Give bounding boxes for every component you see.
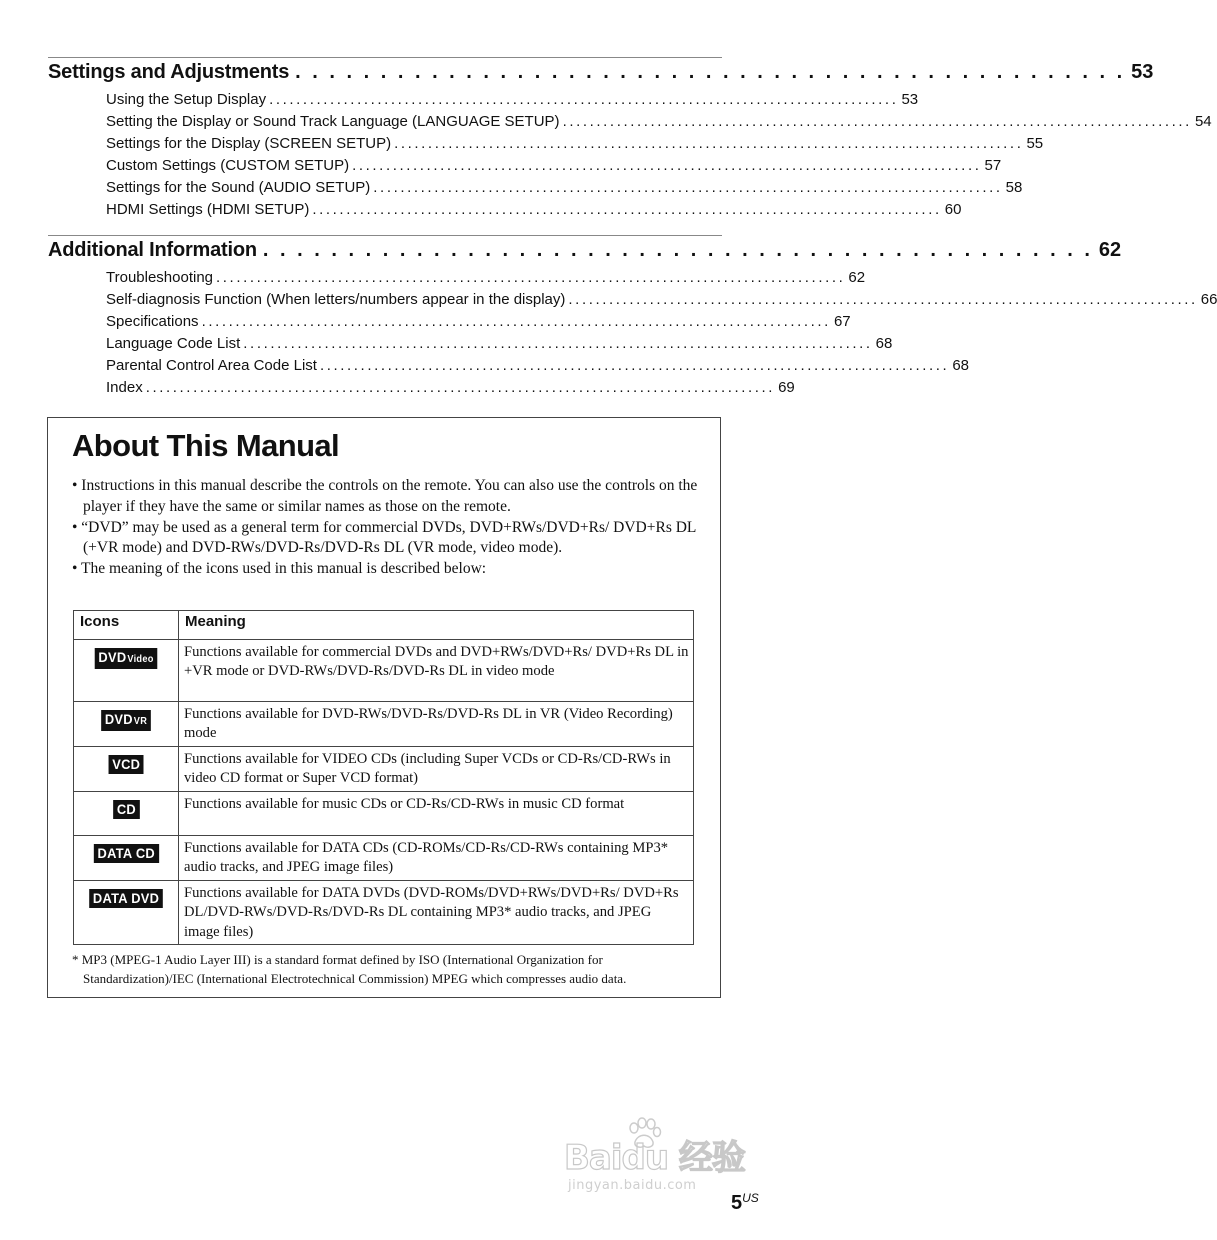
toc-entry-page: 66	[1200, 291, 1217, 308]
toc-section-settings	[48, 57, 1212, 223]
leader-dots: .............................................................................................	[319, 357, 950, 374]
toc-entry	[106, 379, 795, 401]
toc-entry-title: Index	[106, 379, 143, 396]
page-number-value: 5	[731, 1192, 743, 1214]
toc-entry	[106, 179, 1023, 201]
dvd-vr-icon	[101, 710, 151, 731]
dvd-video-icon	[95, 648, 158, 669]
toc-entry	[106, 335, 893, 357]
leader-dots: .............................................................................................	[269, 91, 899, 108]
toc-entry-page: 57	[984, 157, 1002, 174]
toc-entry-title: Troubleshooting	[106, 269, 214, 286]
toc-entry-title: Using the Setup Display	[106, 91, 267, 108]
toc-heading-page: 62	[1098, 239, 1122, 261]
meaning-cell: Functions available for music CDs or CD-Rs/CD-RWs in music CD format	[179, 792, 694, 836]
table-row	[74, 747, 694, 792]
leader-dots: .............................................................................................	[243, 335, 873, 352]
data-cd-icon: DATA CD	[94, 844, 159, 863]
table-row	[74, 881, 694, 945]
leader-dots: .............................................................................................	[352, 157, 982, 174]
leader-dots: .............................................................................................	[394, 135, 1024, 152]
table-row	[74, 702, 694, 747]
page-number	[731, 1192, 759, 1215]
meaning-cell: Functions available for DVD-RWs/DVD-Rs/DVD-Rs DL in VR (Video Recording) mode	[179, 702, 694, 747]
meaning-cell: Functions available for commercial DVDs and DVD+RWs/DVD+Rs/ DVD+Rs DL in +VR mode or DVD-RWs/DVD-Rs/DVD-Rs DL in video mode	[179, 640, 694, 702]
icon-sublabel: VR	[133, 716, 148, 727]
toc-entry-page: 55	[1026, 135, 1044, 152]
leader-dots: .............................................................................................	[216, 269, 846, 286]
toc-heading	[48, 58, 1154, 91]
toc-entry	[106, 201, 962, 223]
icon-label: DVD	[98, 649, 127, 665]
about-title: About This Manual	[72, 428, 340, 463]
bullet-item: • The meaning of the icons used in this manual is described below:	[72, 560, 487, 578]
vcd-icon: VCD	[108, 755, 143, 774]
icon-sublabel: Video	[127, 654, 154, 665]
about-bullets	[72, 476, 698, 580]
leader-dots: .............................................................................................	[568, 291, 1198, 308]
toc-entry	[106, 313, 851, 335]
toc-entry-page: 54	[1194, 113, 1212, 130]
toc-entry-title: Self-diagnosis Function (When letters/numbers appear in the display)	[106, 291, 566, 308]
toc-heading	[48, 236, 1122, 269]
toc-entry	[106, 269, 866, 291]
leader-dots: .............................................................................................	[562, 113, 1192, 130]
toc-entry	[106, 357, 970, 379]
toc-entry-title: Settings for the Display (SCREEN SETUP)	[106, 135, 392, 152]
toc-heading-title: Additional Information	[48, 239, 257, 261]
toc-entry-page: 67	[833, 313, 851, 330]
table-row	[74, 836, 694, 881]
toc-entry-title: Setting the Display or Sound Track Language (LANGUAGE SETUP)	[106, 113, 560, 130]
watermark-text: Baidu 经验	[564, 1138, 745, 1178]
toc-entry	[106, 157, 1002, 179]
toc-entry-title: Custom Settings (CUSTOM SETUP)	[106, 157, 350, 174]
header-icons: Icons	[74, 611, 179, 640]
footnote-text: * MP3 (MPEG-1 Audio Layer III) is a standard format defined by ISO (International Organization for Standardization)/IEC (International Electrotechnical Commission) MPEG which compresses audio data.	[72, 952, 627, 986]
table-row	[74, 792, 694, 836]
header-meaning: Meaning	[179, 611, 694, 640]
toc-entry-title: Parental Control Area Code List	[106, 357, 317, 374]
bullet-item: • Instructions in this manual describe the controls on the remote. You can also use the controls on the player if they have the same or similar names as those on the remote.	[72, 477, 698, 515]
toc-entry	[106, 91, 919, 113]
toc-entry	[106, 291, 1217, 313]
toc-entry-title: Specifications	[106, 313, 199, 330]
table-header-row	[74, 611, 694, 640]
leader-dots: .............................................................................................	[201, 313, 831, 330]
icons-table	[73, 610, 694, 945]
toc-entry-page: 53	[901, 91, 919, 108]
toc-heading-page: 53	[1131, 61, 1154, 83]
watermark-url: jingyan.baidu.com	[568, 1178, 697, 1193]
meaning-cell: Functions available for DATA CDs (CD-ROMs/CD-Rs/CD-RWs containing MP3* audio tracks, and JPEG image files)	[179, 836, 694, 881]
leader-dots: .............................................................................................	[312, 201, 942, 218]
leader-dots: .............................................................................................	[145, 379, 776, 396]
meaning-cell: Functions available for DATA DVDs (DVD-ROMs/DVD+RWs/DVD+Rs/ DVD+Rs DL/DVD-RWs/DVD-Rs/DVD-Rs DL containing MP3* audio tracks, and JPEG image files)	[179, 881, 694, 945]
data-dvd-icon: DATA DVD	[89, 889, 163, 908]
cd-icon: CD	[113, 800, 140, 819]
bullet-item: • “DVD” may be used as a general term for commercial DVDs, DVD+RWs/DVD+Rs/ DVD+Rs DL (+VR mode) and DVD-RWs/DVD-Rs/DVD-Rs DL (VR mode, video mode).	[72, 518, 696, 557]
toc-entry-page: 60	[944, 201, 962, 218]
leader-dots: .............................................................................................	[373, 179, 1003, 196]
page-number-suffix: US	[742, 1191, 759, 1205]
toc-entry-page: 69	[778, 379, 795, 396]
toc-entry	[106, 135, 1044, 157]
table-row	[74, 640, 694, 702]
toc-entry-title: Settings for the Sound (AUDIO SETUP)	[106, 179, 371, 196]
toc-entry	[106, 113, 1212, 135]
leader-dots: . . . . . . . . . . . . . . . . . . . . . . . . . . . . . . . . . . . . . . . . . . . . . . . . .	[295, 61, 1126, 83]
icon-label: DVD	[104, 711, 133, 727]
toc-entry-title: HDMI Settings (HDMI SETUP)	[106, 201, 310, 218]
toc-heading-title: Settings and Adjustments	[48, 61, 290, 83]
toc-entry-page: 68	[952, 357, 970, 374]
about-manual-box	[47, 417, 721, 998]
toc-entry-page: 62	[848, 269, 866, 286]
toc-entry-page: 58	[1005, 179, 1023, 196]
leader-dots: . . . . . . . . . . . . . . . . . . . . . . . . . . . . . . . . . . . . . . . . . . . . . . . . .	[262, 239, 1093, 261]
footnote	[72, 950, 712, 988]
paw-icon	[626, 1118, 662, 1152]
toc-section-additional	[48, 235, 1217, 401]
toc-entry-page: 68	[875, 335, 893, 352]
meaning-cell: Functions available for VIDEO CDs (including Super VCDs or CD-Rs/CD-RWs in video CD format or Super VCD format)	[179, 747, 694, 792]
toc-entry-title: Language Code List	[106, 335, 241, 352]
